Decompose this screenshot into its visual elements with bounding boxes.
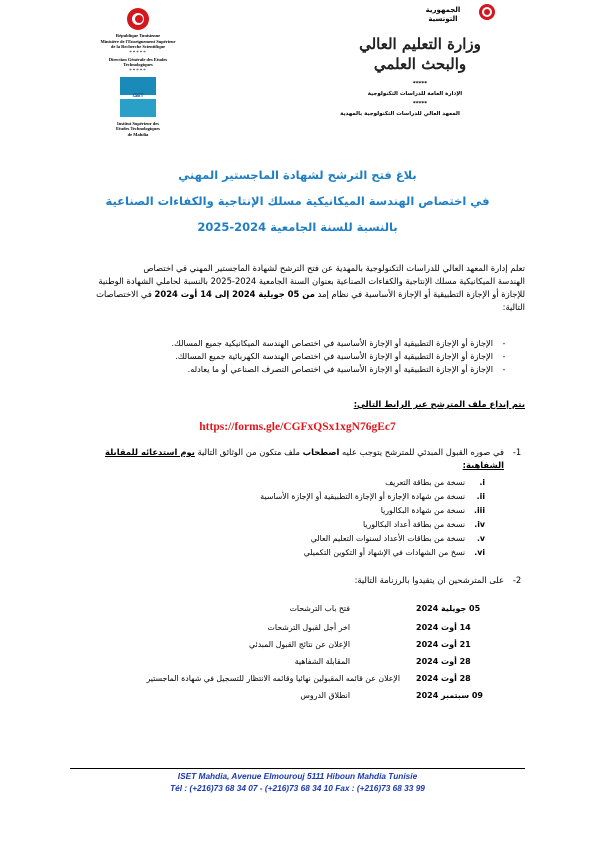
schedule-date: 28 أوت 2024 xyxy=(416,657,471,666)
schedule-date: 14 أوت 2024 xyxy=(416,623,471,632)
schedule-row xyxy=(70,691,550,708)
footer-address: ISET Mahdia, Avenue Elmourouj 5111 Hiboun Mahdia Tunisie xyxy=(177,771,418,781)
document-text: نسخة من بطاقة أعداد البكالوريا xyxy=(362,520,465,529)
tunisia-flag-icon xyxy=(127,8,149,30)
document-item xyxy=(70,476,485,490)
item-2-number: 2- xyxy=(512,575,522,585)
document-num: i. xyxy=(479,478,485,487)
intro-line-4: التالية: xyxy=(502,302,525,312)
ministry-label: Ministère de l'Enseignement Supérieur xyxy=(100,38,176,44)
item-1-text-c: ملف متكون من الوثائق التالية xyxy=(194,447,303,457)
document-item xyxy=(70,504,485,518)
schedule-event: المقابلة الشفاهية xyxy=(294,657,350,666)
schedule-row xyxy=(70,604,550,621)
specialty-item: -الإجازة أو الإجازة التطبيقية أو الإجازة الأساسية في اختصاص الهندسة الكهربائية جميع المسالك. xyxy=(175,351,506,361)
document-num: vi. xyxy=(474,548,485,557)
document-item xyxy=(70,490,485,504)
schedule-row xyxy=(70,623,550,640)
direction-label-2: Technologiques xyxy=(123,62,153,67)
document-text: نسخة من شهادة البكالوريا xyxy=(380,506,465,515)
republic-ar-line1: الجمهورية xyxy=(425,6,461,14)
document-item xyxy=(70,546,485,560)
specialty-item: -الإجازة أو الإجازة التطبيقية أو الإجازة الأساسية في اختصاص التصرف الصناعي أو ما يعادله. xyxy=(187,364,506,374)
republic-ar xyxy=(413,6,473,24)
schedule-event: الإعلان عن نتائج القبول المبدئي xyxy=(249,640,350,649)
schedule-row xyxy=(70,640,550,657)
header-left xyxy=(78,8,198,137)
schedule-row xyxy=(70,674,550,691)
intro-line-3c: في الاختصاصات xyxy=(96,289,155,299)
document-num: ii. xyxy=(476,492,485,501)
tunisia-emblem-icon xyxy=(479,4,495,20)
document-item xyxy=(70,518,485,532)
schedule-date: 28 أوت 2024 xyxy=(416,674,471,683)
schedule-row xyxy=(70,657,550,674)
deposit-label: يتم إيداع ملف المترشح عبر الرابط التالي: xyxy=(353,399,525,409)
institute-label-3: de Mahdia xyxy=(127,131,149,137)
document-item xyxy=(70,532,485,546)
stars-divider-2: ***** xyxy=(129,68,147,74)
item-1 xyxy=(70,446,530,472)
institute-label: Institut Supérieur des xyxy=(117,120,159,126)
ministry-label-2: de la Recherche Scientifique xyxy=(110,44,166,49)
republic-label: République Tunisienne xyxy=(115,33,161,38)
institute-ar: المعهد العالي للدراسات التكنولوجية بالمهدية xyxy=(340,111,460,117)
specialty-text: الإجازة أو الإجازة التطبيقية أو الإجازة الأساسية في اختصاص الهندسة الكهربائية جميع المسالك. xyxy=(175,351,493,361)
item-2-text: على المترشحين ان يتقيدوا بالرزنامة التالية: xyxy=(354,575,504,585)
schedule-event: الإعلان عن قائمه المقبولين نهائيا وقائمه الانتظار للتسجيل في شهادة الماجستير xyxy=(146,674,400,683)
stars-divider: ***** xyxy=(129,50,147,56)
iset-logo xyxy=(120,77,156,117)
institute-label-2: Etudes Technologiques xyxy=(116,126,160,131)
republic-ar-line2: التونسية xyxy=(428,15,458,23)
stars-divider-ar-2: ***** xyxy=(412,101,428,107)
ministry-ar-line1: وزارة التعليم العالي xyxy=(359,35,481,53)
document-text: نسخة من بطاقة التعريف xyxy=(385,478,465,487)
direction-label: Direction Générale des Etudes xyxy=(108,56,168,62)
intro-line-1: تعلم إدارة المعهد العالي للدراسات التكنولوجية بالمهدية عن فتح الترشح لشهادة الماجستير المهني في اختصاص xyxy=(143,263,525,273)
stars-divider-ar: ***** xyxy=(412,81,428,87)
schedule-date: 05 جويلية 2024 xyxy=(416,604,481,613)
schedule-date: 09 سبتمبر 2024 xyxy=(416,691,483,700)
documents-list xyxy=(70,476,485,560)
item-2 xyxy=(70,574,530,587)
ministry-ar-line2: والبحث العلمي xyxy=(373,55,467,73)
schedule-event: انطلاق الدروس xyxy=(300,691,350,700)
item-1-text-b: اصطحاب xyxy=(302,447,340,457)
announcement-title: بلاغ فتح الترشح لشهادة الماجستير المهني xyxy=(178,168,417,182)
specialty-item: -الإجازة أو الإجازة التطبيقية أو الإجازة الأساسية في اختصاص الهندسة الميكانيكية جميع المسالك. xyxy=(171,338,506,348)
application-link[interactable]: https://forms.gle/CGFxQSx1xgN76gEc7 xyxy=(199,421,396,433)
specialty-text: الإجازة أو الإجازة التطبيقية أو الإجازة الأساسية في اختصاص الهندسة الميكانيكية جميع المسالك. xyxy=(171,338,493,348)
schedule-event: فتح باب الترشحات xyxy=(289,604,350,613)
item-1-text-d: يوم استدعائه للمقابلة xyxy=(105,447,195,457)
item-1-line xyxy=(70,446,530,459)
academic-year-title: بالنسبة للسنة الجامعية 2024-2025 xyxy=(197,220,398,234)
direction-ar: الإدارة العامة للدراسات التكنولوجية xyxy=(367,91,463,97)
intro-paragraph xyxy=(70,262,525,314)
item-1-text-e: الشفاهية: xyxy=(462,460,504,470)
document-num: iv. xyxy=(474,520,485,529)
document-num: iii. xyxy=(474,506,485,515)
specialty-text: الإجازة أو الإجازة التطبيقية أو الإجازة الأساسية في اختصاص التصرف الصناعي أو ما يعادله. xyxy=(187,364,493,374)
iset-logo-text: ISET xyxy=(132,92,144,99)
document-text: نسخة من شهادة الإجازة أو الإجازة التطبيقية أو الإجازة الأساسية xyxy=(260,492,465,501)
schedule-event: اخر أجل لقبول الترشحات xyxy=(267,623,350,632)
ministry-ar xyxy=(345,34,495,74)
intro-line-2: الهندسة الميكانيكية مسلك الإنتاجية والكفاءات الصناعية بعنوان السنة الجامعية 2024-2025 بالنسبة لحاملي الشهادة الوطنية xyxy=(98,276,525,286)
document-num: v. xyxy=(476,534,485,543)
document-text: نسخة من بطاقات الأعداد لسنوات التعليم العالي xyxy=(310,534,465,543)
item-1-text-a: في صوره القبول المبدئي للمترشح يتوجب عليه xyxy=(339,447,504,457)
footer-rule xyxy=(70,768,525,769)
item-1-number: 1- xyxy=(512,447,522,457)
schedule-date: 21 أوت 2024 xyxy=(416,640,471,649)
footer-contact: Tél : (+216)73 68 34 07 - (+216)73 68 34 10 Fax : (+216)73 68 33 99 xyxy=(170,783,425,793)
intro-line-3 xyxy=(70,288,525,301)
application-period: من 05 جويلية 2024 إلى 14 أوت 2024 xyxy=(154,289,315,299)
specialties-list xyxy=(70,337,515,376)
intro-line-3a: للإجازة أو الإجازة التطبيقية أو الإجازة الأساسية في نظام إمد xyxy=(314,289,525,299)
document-text: نسخ من الشهادات في الإشهاد أو التكوين التكميلي xyxy=(303,548,465,557)
announcement-subtitle: في اختصاص الهندسة الميكانيكية مسلك الإنتاجية والكفاءات الصناعية xyxy=(105,194,490,208)
